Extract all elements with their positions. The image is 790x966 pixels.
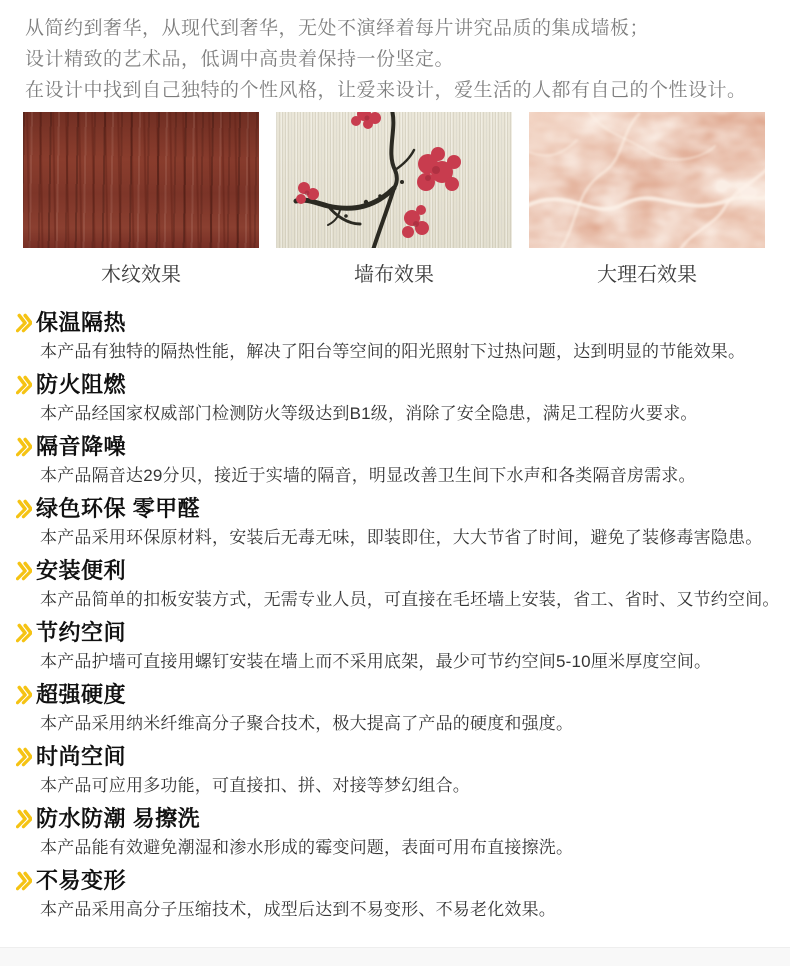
feature-title: 绿色环保 零甲醛	[36, 496, 201, 521]
double-chevron-icon	[16, 684, 36, 706]
feature-description: 本产品能有效避免潮湿和渗水形成的霉变问题，表面可用布直接擦洗。	[40, 838, 574, 857]
feature-title: 时尚空间	[36, 744, 127, 769]
feature-list	[16, 309, 780, 919]
sample-wall-fabric	[276, 112, 512, 287]
sample-label: 大理石效果	[597, 264, 697, 286]
intro-paragraphs	[0, 0, 790, 106]
feature-description: 本产品采用环保原材料，安装后无毒无味，即装即住，大大节省了时间，避免了装修毒害隐患。	[40, 528, 763, 547]
bottom-divider-strip	[0, 947, 790, 966]
feature-title: 防火阻燃	[36, 372, 127, 397]
double-chevron-icon	[16, 808, 36, 830]
sample-marble	[529, 112, 765, 287]
feature-item	[16, 681, 780, 733]
wood-grain-image	[23, 112, 259, 248]
plum-blossom-art	[276, 112, 512, 248]
double-chevron-icon	[16, 870, 36, 892]
sample-label: 墙布效果	[354, 264, 434, 286]
feature-item	[16, 309, 780, 361]
feature-item	[16, 619, 780, 671]
sample-label: 木纹效果	[101, 264, 181, 286]
feature-title: 节约空间	[36, 620, 127, 645]
marble-texture-art	[529, 112, 765, 248]
feature-title: 不易变形	[36, 868, 127, 893]
feature-item	[16, 805, 780, 857]
wall-fabric-image	[276, 112, 512, 248]
sample-wood-grain	[23, 112, 259, 287]
intro-line: 从简约到奢华，从现代到奢华，无处不演绎着每片讲究品质的集成墙板；	[25, 18, 650, 39]
feature-item	[16, 495, 780, 547]
feature-item	[16, 743, 780, 795]
feature-description: 本产品采用纳米纤维高分子聚合技术，极大提高了产品的硬度和强度。	[40, 714, 574, 733]
feature-description: 本产品简单的扣板安装方式，无需专业人员，可直接在毛坯墙上安装，省工、省时、又节约空间。	[40, 590, 780, 609]
feature-description: 本产品隔音达29分贝，接近于实墙的隔音，明显改善卫生间下水声和各类隔音房需求。	[40, 466, 696, 485]
double-chevron-icon	[16, 560, 36, 582]
feature-description: 本产品采用高分子压缩技术，成型后达到不易变形、不易老化效果。	[40, 900, 556, 919]
feature-description: 本产品可应用多功能，可直接扣、拼、对接等梦幻组合。	[40, 776, 470, 795]
double-chevron-icon	[16, 374, 36, 396]
intro-line: 在设计中找到自己独特的个性风格，让爱来设计，爱生活的人都有自己的个性设计。	[25, 80, 747, 101]
double-chevron-icon	[16, 622, 36, 644]
feature-item	[16, 371, 780, 423]
feature-description: 本产品经国家权威部门检测防火等级达到B1级，消除了安全隐患，满足工程防火要求。	[40, 404, 698, 423]
double-chevron-icon	[16, 312, 36, 334]
feature-description: 本产品护墙可直接用螺钉安装在墙上而不采用底架，最少可节约空间5-10厘米厚度空间。	[40, 652, 712, 671]
feature-item	[16, 433, 780, 485]
feature-item	[16, 557, 780, 609]
feature-title: 超强硬度	[36, 682, 127, 707]
feature-title: 安装便利	[36, 558, 127, 583]
feature-title: 防水防潮 易擦洗	[36, 806, 201, 831]
texture-samples-row	[23, 112, 767, 287]
feature-title: 隔音降噪	[36, 434, 127, 459]
feature-title: 保温隔热	[36, 310, 127, 335]
feature-item	[16, 867, 780, 919]
feature-description: 本产品有独特的隔热性能，解决了阳台等空间的阳光照射下过热问题，达到明显的节能效果。	[40, 342, 746, 361]
double-chevron-icon	[16, 746, 36, 768]
intro-line: 设计精致的艺术品，低调中高贵着保持一份坚定。	[25, 49, 455, 70]
marble-image	[529, 112, 765, 248]
double-chevron-icon	[16, 498, 36, 520]
double-chevron-icon	[16, 436, 36, 458]
